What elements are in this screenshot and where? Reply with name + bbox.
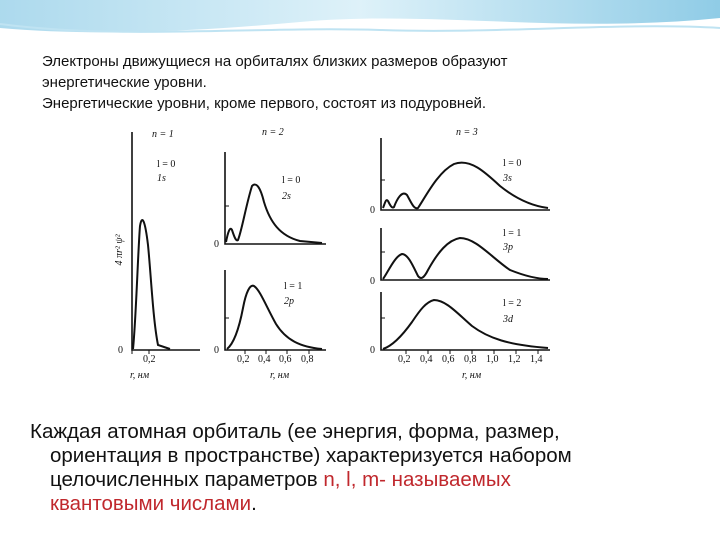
orbital-label-3d: 3d [503, 314, 513, 325]
orbital-label-3s: 3s [503, 173, 512, 184]
tick-c3-4: 1,0 [486, 354, 499, 365]
bottom-line-4 [30, 492, 690, 516]
curve-3s [383, 163, 548, 209]
tick-c2-0: 0,2 [237, 354, 250, 365]
panel-3p [381, 228, 550, 280]
panel-2s [225, 152, 326, 244]
orbital-label-3p: 3p [503, 242, 513, 253]
curve-3p [383, 238, 548, 279]
panel-2p [225, 270, 326, 354]
intro-line-2: энергетические уровни. [42, 74, 207, 91]
tick-c3-3: 0,8 [464, 354, 477, 365]
x-axis-label-c2: r, нм [270, 370, 290, 381]
l-label-2p: l = 1 [284, 281, 303, 292]
bottom-line-4-suffix: . [251, 492, 257, 515]
zero-3p: 0 [370, 276, 375, 287]
zero-2p: 0 [214, 345, 219, 356]
bottom-line-3-prefix: целочисленных параметров [50, 468, 324, 491]
panel-3d [381, 292, 550, 354]
zero-2s: 0 [214, 239, 219, 250]
y-axis-label: 4 πr² ψ² [114, 234, 125, 266]
axis-2p [225, 270, 326, 350]
orbital-label-2s: 2s [282, 191, 291, 202]
l-label-1s: l = 0 [157, 159, 176, 170]
bottom-line-1: Каждая атомная орбиталь (ее энергия, форма, размер, [30, 420, 560, 443]
zero-3d: 0 [370, 345, 375, 356]
curve-2p [227, 286, 322, 349]
intro-line-3: Энергетические уровни, кроме первого, состоят из подуровней. [42, 95, 487, 112]
bottom-line-2: ориентация в пространстве) характеризуется набором [50, 444, 572, 467]
tick-c2-3: 0,8 [301, 354, 314, 365]
curve-2s [226, 185, 322, 243]
bottom-line-3 [30, 468, 690, 492]
l-label-3d: l = 2 [503, 298, 522, 309]
quantum-numbers-term: квантовыми числами [50, 492, 252, 515]
x-axis-label-c3: r, нм [462, 370, 482, 381]
orbital-label-2p: 2p [284, 296, 294, 307]
tick-c1-0: 0,2 [143, 354, 156, 365]
orbital-label-1s: 1s [157, 173, 166, 184]
tick-c2-1: 0,4 [258, 354, 271, 365]
n2-label: n = 2 [262, 127, 284, 138]
n1-label: n = 1 [152, 129, 174, 140]
tick-c3-6: 1,4 [530, 354, 543, 365]
curve-3d [383, 300, 548, 349]
quantum-numbers-text [30, 420, 690, 516]
l-label-2s: l = 0 [282, 175, 301, 186]
l-label-3p: l = 1 [503, 228, 522, 239]
tick-c3-0: 0,2 [398, 354, 411, 365]
axis-3p [381, 228, 550, 280]
zero-1s: 0 [118, 345, 123, 356]
l-label-3s: l = 0 [503, 158, 522, 169]
tick-c3-1: 0,4 [420, 354, 433, 365]
axis-3s [381, 138, 550, 210]
panel-3s [381, 138, 550, 210]
x-axis-label-c1: r, нм [130, 370, 150, 381]
quantum-numbers-list: n, l, m- называемых [323, 468, 511, 491]
n3-label: n = 3 [456, 127, 478, 138]
tick-c3-2: 0,6 [442, 354, 455, 365]
intro-line-1: Электроны движущиеся на орбиталях близких размеров образуют [42, 53, 508, 70]
curve-1s [133, 220, 170, 349]
tick-c3-5: 1,2 [508, 354, 521, 365]
tick-c2-2: 0,6 [279, 354, 292, 365]
zero-3s: 0 [370, 205, 375, 216]
